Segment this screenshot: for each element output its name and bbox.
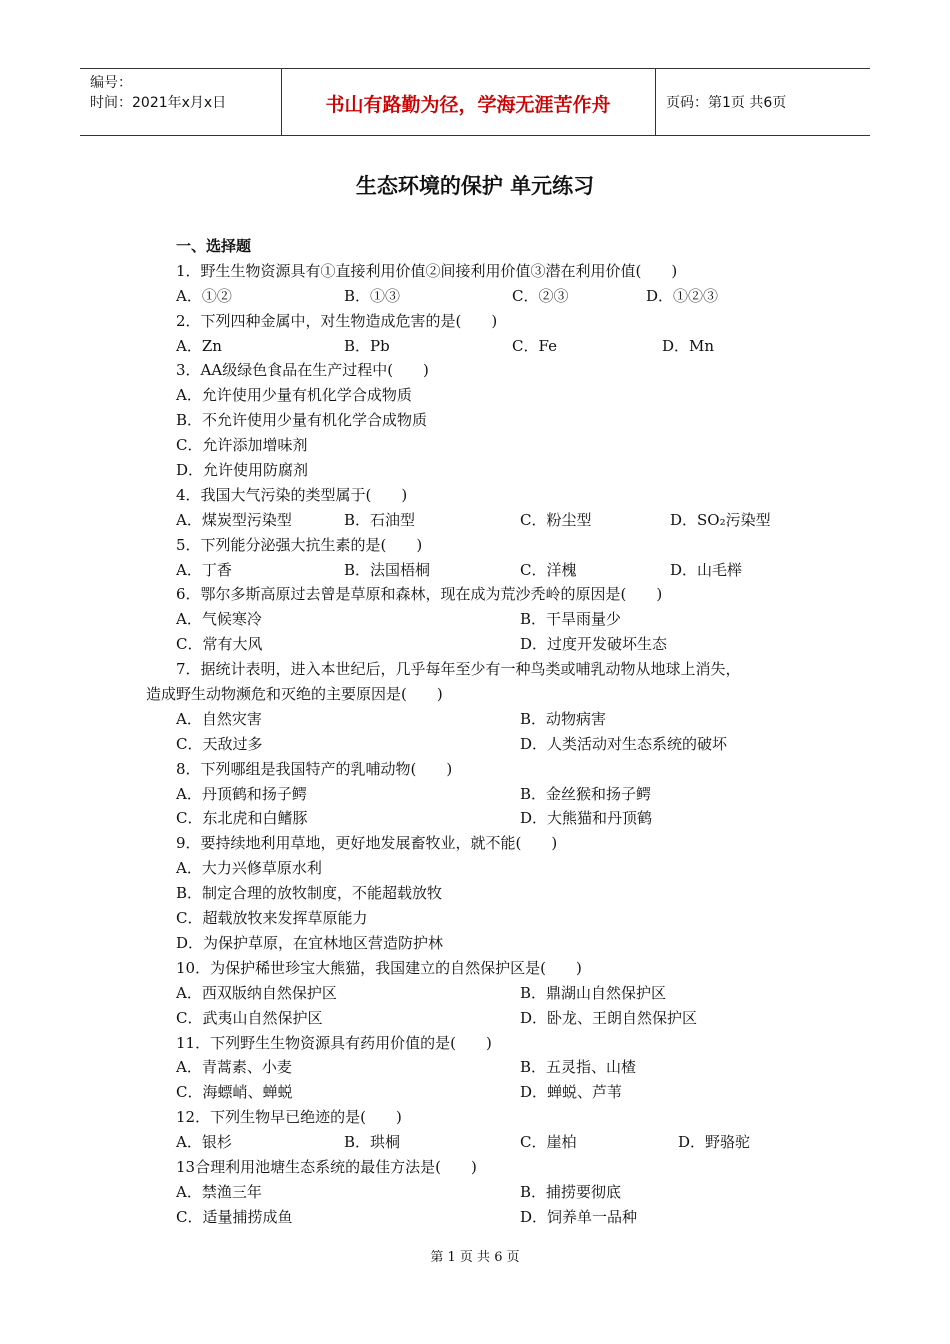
option-d: D．大熊猫和丹顶鹤 xyxy=(520,809,653,828)
option-a: A．银杉 xyxy=(176,1133,232,1152)
option-a: A．丹顶鹤和扬子鳄 xyxy=(176,784,307,803)
options-row xyxy=(176,1180,826,1205)
option-c: C．超载放牧来发挥草原能力 xyxy=(176,909,368,928)
question-3: 3．AA级绿色食品在生产过程中( ) xyxy=(176,361,429,380)
option-b: B．动物病害 xyxy=(520,709,607,728)
question-8: 8．下列哪组是我国特产的乳哺动物( ) xyxy=(176,759,453,778)
option-b: B．Pb xyxy=(344,336,390,355)
option-a: A．大力兴修草原水利 xyxy=(176,859,322,878)
option-b: B．法国梧桐 xyxy=(344,560,431,579)
option-b: B．鼎湖山自然保护区 xyxy=(520,983,667,1002)
option-b: B．五灵指、山楂 xyxy=(520,1058,637,1077)
option-a: A．青蒿素、小麦 xyxy=(176,1058,292,1077)
question-9: 9．要持续地利用草地，更好地发展畜牧业，就不能( ) xyxy=(176,834,558,853)
time-label: 时间：2021年x月x日 xyxy=(90,95,227,111)
option-a: A．煤炭型污染型 xyxy=(176,510,292,529)
option-a: A．允许使用少量有机化学合成物质 xyxy=(176,386,412,405)
option-c: C．允许添加增味剂 xyxy=(176,436,308,455)
options-row xyxy=(176,1205,826,1230)
option-d: D．卧龙、王朗自然保护区 xyxy=(520,1008,698,1027)
option-d: D．①②③ xyxy=(646,286,719,305)
options-row xyxy=(176,782,826,807)
header-top-rule xyxy=(80,68,870,69)
option-d: D．人类活动对生态系统的破坏 xyxy=(520,734,728,753)
question-11: 11．下列野生生物资源具有药用价值的是( ) xyxy=(176,1033,492,1052)
question-list xyxy=(146,234,826,1230)
question-12: 12．下列生物早已绝迹的是( ) xyxy=(176,1108,402,1127)
option-c: C．海螵峭、蝉蜕 xyxy=(176,1083,293,1102)
option-a: A．西双版纳自然保护区 xyxy=(176,983,337,1002)
option-c: C．Fe xyxy=(512,336,557,355)
options-row xyxy=(176,607,826,632)
option-b: B．珙桐 xyxy=(344,1133,401,1152)
page-title: 生态环境的保护 单元练习 xyxy=(355,174,595,198)
question-5: 5．下列能分泌强大抗生素的是( ) xyxy=(176,535,423,554)
question-10: 10．为保护稀世珍宝大熊猫，我国建立的自然保护区是( ) xyxy=(176,958,582,977)
option-d: D．Mn xyxy=(662,336,715,355)
option-d: D．野骆驼 xyxy=(678,1133,751,1152)
option-c: C．天敌过多 xyxy=(176,734,263,753)
option-b: B．制定合理的放牧制度，不能超载放牧 xyxy=(176,884,443,903)
option-d: D．蝉蜕、芦苇 xyxy=(520,1083,623,1102)
question-7: 7．据统计表明，进入本世纪后，几乎每年至少有一种鸟类或哺乳动物从地球上消失， xyxy=(176,660,741,679)
option-b: B．石油型 xyxy=(344,510,416,529)
options-row xyxy=(176,806,826,831)
option-b: B．干旱雨量少 xyxy=(520,610,622,629)
header-bottom-rule xyxy=(80,135,870,136)
options-row xyxy=(176,284,826,309)
option-a: A．自然灾害 xyxy=(176,709,262,728)
page-footer: 第 1 页 共 6 页 xyxy=(430,1250,520,1265)
option-b: B．不允许使用少量有机化学合成物质 xyxy=(176,411,428,430)
option-c: C．粉尘型 xyxy=(520,510,592,529)
question-6: 6．鄂尔多斯高原过去曾是草原和森林，现在成为荒沙秃岭的原因是( ) xyxy=(176,585,663,604)
question-1: 1．野生生物资源具有①直接利用价值②间接利用价值③潜在利用价值( ) xyxy=(176,261,678,280)
question-7-continued: 造成野生动物濒危和灭绝的主要原因是( ) xyxy=(146,685,443,704)
option-a: A．禁渔三年 xyxy=(176,1182,262,1201)
options-row xyxy=(176,732,826,757)
options-row xyxy=(176,981,826,1006)
options-row xyxy=(176,707,826,732)
options-row xyxy=(176,508,826,533)
serial-label: 编号： xyxy=(90,75,132,91)
question-4: 4．我国大气污染的类型属于( ) xyxy=(176,485,408,504)
option-b: B．①③ xyxy=(344,286,401,305)
options-row xyxy=(176,632,826,657)
option-a: A．Zn xyxy=(176,336,222,355)
option-d: D．饲养单一品种 xyxy=(520,1207,638,1226)
section-heading: 一、选择题 xyxy=(176,237,252,255)
option-d: D．山毛榉 xyxy=(670,560,743,579)
option-c: C．东北虎和白鳍豚 xyxy=(176,809,308,828)
option-a: A．①② xyxy=(176,286,232,305)
options-row xyxy=(176,334,826,359)
options-row xyxy=(176,1080,826,1105)
option-b: B．金丝猴和扬子鳄 xyxy=(520,784,652,803)
option-a: A．气候寒冷 xyxy=(176,610,262,629)
question-2: 2．下列四种金属中，对生物造成危害的是( ) xyxy=(176,311,498,330)
options-row xyxy=(176,1055,826,1080)
option-a: A．丁香 xyxy=(176,560,232,579)
option-c: C．②③ xyxy=(512,286,569,305)
options-row xyxy=(176,558,826,583)
motto: 书山有路勤为径，学海无涯苦作舟 xyxy=(325,94,611,116)
option-c: C．武夷山自然保护区 xyxy=(176,1008,323,1027)
page-code: 页码：第1页 共6页 xyxy=(666,95,787,111)
option-c: C．崖柏 xyxy=(520,1133,577,1152)
option-c: C．适量捕捞成鱼 xyxy=(176,1207,293,1226)
options-row xyxy=(176,1006,826,1031)
option-d: D．过度开发破坏生态 xyxy=(520,635,668,654)
header-divider-right xyxy=(655,68,656,136)
option-d: D．SO₂污染型 xyxy=(670,510,771,529)
option-b: B．捕捞要彻底 xyxy=(520,1182,622,1201)
option-c: C．洋槐 xyxy=(520,560,577,579)
option-d: D．为保护草原，在宜林地区营造防护林 xyxy=(176,933,444,952)
question-13: 13合理利用池塘生态系统的最佳方法是( ) xyxy=(176,1157,477,1176)
option-c: C．常有大风 xyxy=(176,635,263,654)
header-table xyxy=(80,68,870,136)
options-row xyxy=(176,1130,826,1155)
option-d: D．允许使用防腐剂 xyxy=(176,461,309,480)
